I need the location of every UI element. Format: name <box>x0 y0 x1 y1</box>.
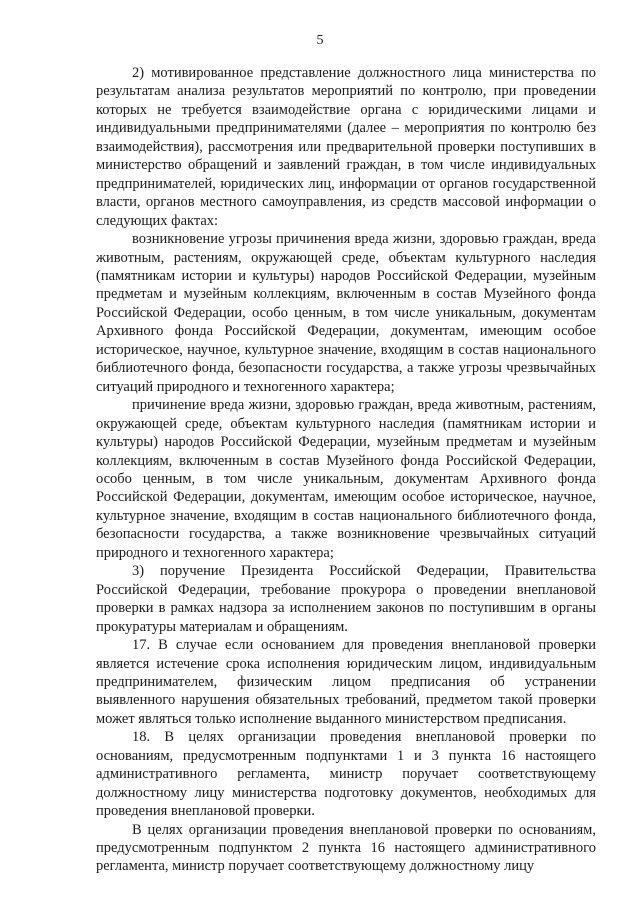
paragraph-clause-18-continued: В целях организации проведения внеплановой проверки по основаниям, предусмотренным подпунктом 2 пункта 16 настоящего административного регламента, министр поручает соответствующему должностному лицу <box>96 821 596 875</box>
paragraph-clause-17: 17. В случае если основанием для проведения внеплановой проверки является истечение срока исполнения юридическим лицом, индивидуальным предпринимателем, физическим лицом предписания об устранении выявленного нарушения обязательных требований, предметом такой проверки может являться только исполнение выданного министерством предписания. <box>96 637 596 727</box>
paragraph-harm-facts: причинение вреда жизни, здоровью граждан, вреда животным, растениям, окружающей среде, объектам культурного наследия (памятникам истории и культуры) народов Российской Федерации, музейным предметам и музейным коллекциям, включенным в состав Музейного фонда Российской Федерации, особо ценным, в том числе уникальным, документам Архивного фонда Российской Федерации, документам, имеющим особое историческое, научное, культурное значение, входящим в состав национального библиотечного фонда, безопасности государства, а также возникновение чрезвычайных ситуаций природного и техногенного характера; <box>96 397 596 561</box>
document-body <box>96 64 596 876</box>
paragraph-threat-facts: возникновение угрозы причинения вреда жизни, здоровью граждан, вреда животным, растениям, окружающей среде, объектам культурного наследия (памятникам истории и культуры) народов Российской Федерации, музейным предметам и музейным коллекциям, включенным в состав Музейного фонда Российской Федерации, особо ценным, в том числе уникальным, документам Архивного фонда Российской Федерации, документам, имеющим особое историческое, научное, культурное значение, входящим в состав национального библиотечного фонда, безопасности государства, а также угрозы чрезвычайных ситуаций природного и техногенного характера; <box>96 231 596 395</box>
page-number: 5 <box>316 33 324 48</box>
paragraph-item-2: 2) мотивированное представление должностного лица министерства по результатам анализа результатов мероприятий по контролю, при проведении которых не требуется взаимодействие органа с юридическими лицами и индивидуальными предпринимателями (далее – мероприятия по контролю без взаимодействия), рассмотрения или предварительной проверки поступивших в министерство обращений и заявлений граждан, в том числе индивидуальных предпринимателей, юридических лиц, информации от органов государственной власти, органов местного самоуправления, из средств массовой информации о следующих фактах: <box>96 65 596 229</box>
paragraph-item-3: 3) поручение Президента Российской Федерации, Правительства Российской Федерации, требование прокурора о проведении внеплановой проверки в рамках надзора за исполнением законов по поступившим в органы прокуратуры материалам и обращениям. <box>96 563 596 635</box>
paragraph-clause-18: 18. В целях организации проведения внеплановой проверки по основаниям, предусмотренным подпунктами 1 и 3 пункта 16 настоящего административного регламента, министр поручает соответствующему должностному лицу министерства подготовку документов, необходимых для проведения внеплановой проверки. <box>96 729 596 820</box>
